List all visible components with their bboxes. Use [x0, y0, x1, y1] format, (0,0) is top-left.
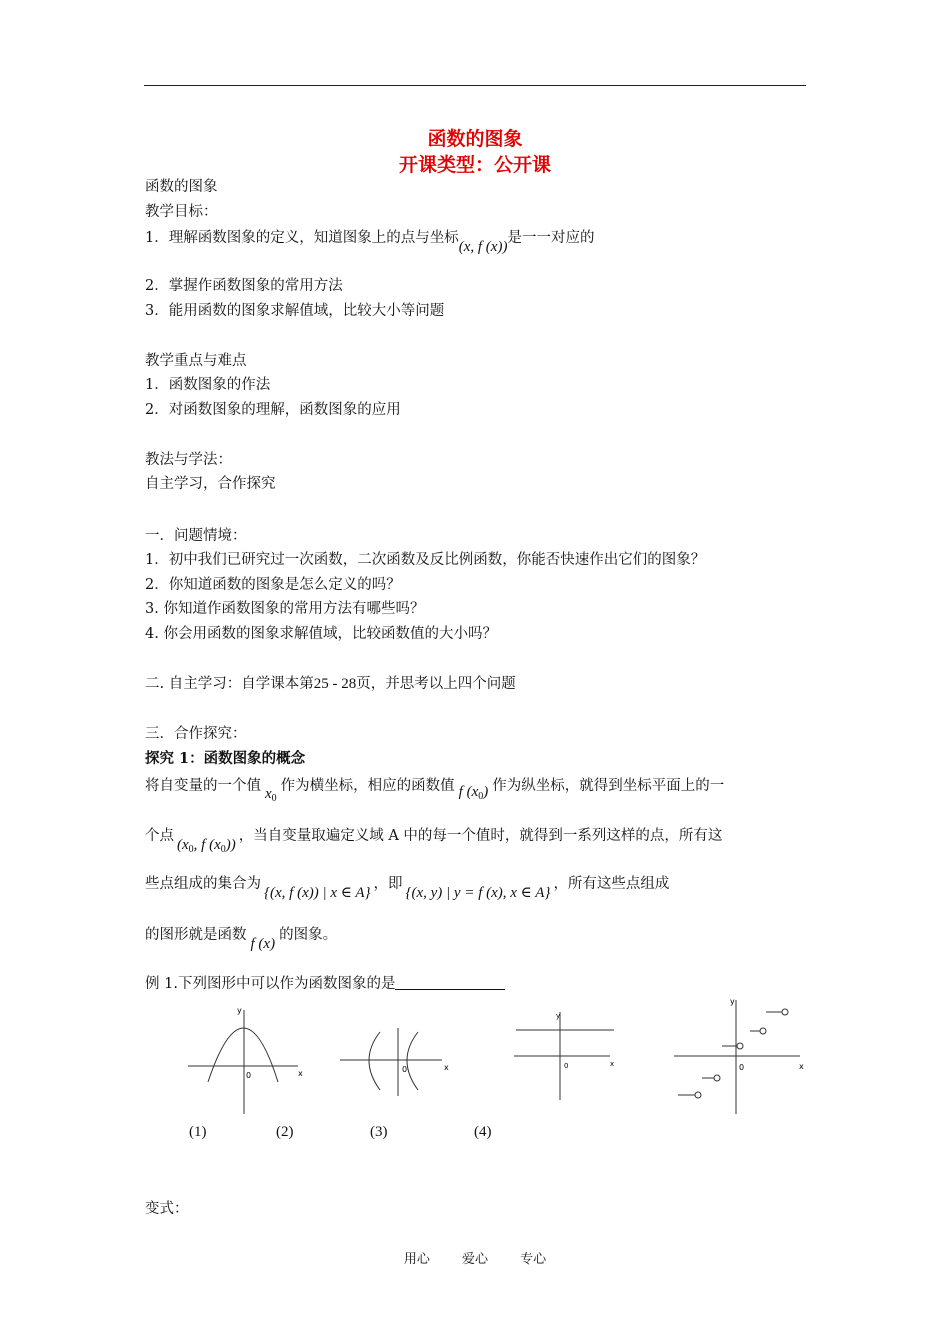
definition-text-1a: 将自变量的一个值	[145, 778, 261, 794]
figure-label-3: (3)	[370, 1124, 388, 1140]
graph-2-origin: 0	[402, 1065, 408, 1074]
definition-text-3c: ，所有这些点组成	[553, 876, 670, 892]
example-1-text: 例 1.下列图形中可以作为函数图象的是	[145, 976, 396, 992]
question-1: 1．初中我们已研究过一次函数，二次函数及反比例函数，你能否快速作出它们的图象？	[145, 552, 706, 568]
key-1: 1．函数图象的作法	[145, 377, 271, 393]
goal-1-math: (x, f (x))	[458, 239, 508, 255]
figure-label-1: (1)	[189, 1124, 207, 1140]
graph-4-x-label: x	[799, 1062, 804, 1071]
page-title: 函数的图象	[427, 128, 523, 150]
fx0-symbol: f $(x_0)$	[458, 784, 489, 802]
definition-text-1b: 作为横坐标，相应的函数值	[280, 778, 455, 794]
page-footer	[0, 1248, 950, 1267]
graph-3-x-label: x	[610, 1060, 615, 1068]
definition-text-4b: 的图象。	[279, 927, 338, 943]
graph-1-curve	[208, 1028, 278, 1082]
method-heading: 教法与学法：	[145, 452, 232, 468]
method-text: 自主学习，合作探究	[145, 476, 276, 492]
graph-3-y-label: y	[556, 1012, 561, 1020]
set-1: {(x, f (x)) | x ∈ A}	[264, 885, 371, 901]
definition-text-1c: 作为纵坐标，就得到坐标平面上的一	[492, 778, 725, 794]
definition-line-2	[145, 826, 723, 855]
graph-1-x-label: x	[298, 1069, 303, 1078]
x0-symbol: $x_0$	[265, 786, 277, 804]
section2-pages: 25 - 28	[313, 676, 357, 692]
graph-4-open-dot-1	[782, 1009, 788, 1015]
question-4: 4. 你会用函数的图象求解值域，比较函数值的大小吗？	[145, 626, 497, 642]
section2-line	[145, 674, 516, 694]
definition-text-4a: 的图形就是函数	[145, 927, 247, 943]
definition-line-3	[145, 874, 670, 901]
graph-4-y-label: y	[730, 997, 735, 1006]
section3-heading: 三．合作探究：	[145, 726, 247, 742]
lesson-name: 函数的图象	[145, 179, 218, 195]
definition-line-4	[145, 925, 338, 952]
definition-text-3b: ，即	[373, 876, 403, 892]
definition-text-2b: ，当自变量取遍定义域 A 中的每一个值时，就得到一系列这样的点，所有这	[238, 828, 723, 844]
key-2: 2．对函数图象的理解，函数图象的应用	[145, 402, 401, 418]
graph-3-origin: 0	[564, 1062, 569, 1070]
fx-symbol: f (x)	[250, 936, 276, 952]
variant-heading: 变式：	[145, 1201, 189, 1217]
graph-2-x-label: x	[444, 1063, 449, 1072]
point-symbol: ($x_0$, f $(x_0)$)	[177, 837, 236, 855]
definition-text-3a: 些点组成的集合为	[145, 876, 261, 892]
figure-label-4: (4)	[474, 1124, 492, 1140]
graph-2-right-branch	[407, 1032, 418, 1090]
graph-1-origin: 0	[246, 1071, 252, 1080]
goal-1-prefix: 1．理解函数图象的定义，知道图象上的点与坐标	[145, 230, 459, 246]
keys-heading: 教学重点与难点	[145, 353, 247, 369]
graph-3-horizontal-line	[508, 1002, 620, 1102]
graph-4-origin: 0	[739, 1063, 745, 1072]
footer-item-3: 专心	[520, 1252, 547, 1267]
graph-4-open-dot-5	[695, 1092, 701, 1098]
header-rule	[144, 85, 806, 86]
definition-line-1	[145, 776, 725, 804]
explore-title: 探究 1：函数图象的概念	[145, 750, 306, 767]
figure-label-2: (2)	[276, 1124, 294, 1140]
section2-suffix: 页，并思考以上四个问题	[356, 676, 516, 692]
footer-item-1: 用心	[403, 1252, 430, 1267]
graph-2-left-branch	[369, 1032, 380, 1090]
goal-2: 2．掌握作函数图象的常用方法	[145, 278, 343, 294]
question-2: 2．你知道函数的图象是怎么定义的吗？	[145, 577, 401, 593]
goal-1-suffix: 是一一对应的	[507, 230, 595, 246]
page-subtitle: 开课类型：公开课	[398, 154, 551, 176]
graph-4-open-dot-3	[737, 1043, 743, 1049]
section1-heading: 一．问题情境：	[145, 528, 247, 544]
graph-4-step-function	[668, 992, 810, 1116]
answer-blank	[395, 975, 505, 990]
goal-3: 3．能用函数的图象求解值域，比较大小等问题	[145, 303, 445, 319]
goal-1	[145, 228, 595, 255]
section2-prefix: 二. 自主学习：自学课本第	[145, 676, 314, 692]
graph-1-y-label: y	[237, 1006, 242, 1015]
footer-item-2: 爱心	[461, 1252, 488, 1267]
definition-text-2a: 个点	[145, 828, 174, 844]
graph-2-hyperbola	[338, 1028, 454, 1098]
goals-heading: 教学目标：	[145, 204, 218, 220]
set-2: {(x, y) | y = f (x), x ∈ A}	[405, 885, 551, 901]
graph-4-open-dot-4	[714, 1075, 720, 1081]
question-3: 3. 你知道作函数图象的常用方法有哪些吗？	[145, 601, 425, 617]
graph-4-open-dot-2	[760, 1028, 766, 1034]
example-1	[145, 974, 505, 994]
graph-1-parabola	[186, 1004, 306, 1116]
